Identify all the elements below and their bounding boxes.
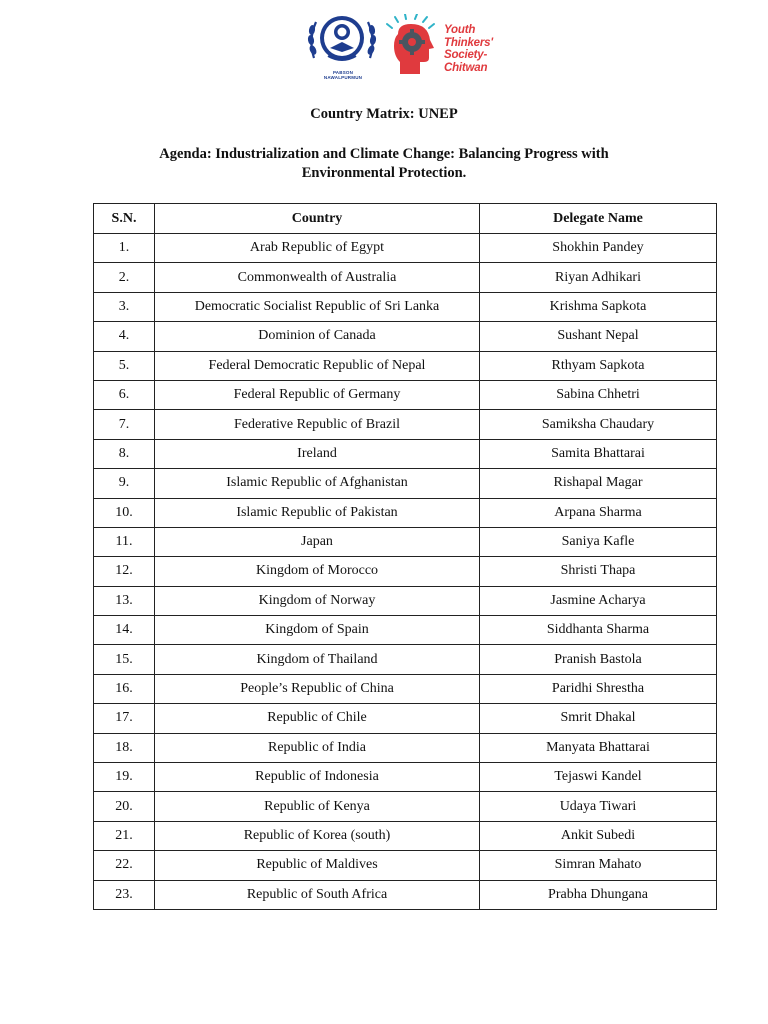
- cell-delegate: Rishapal Magar: [480, 469, 717, 498]
- table-row: [94, 851, 717, 880]
- cell-country: Democratic Socialist Republic of Sri Lanka: [155, 292, 480, 321]
- cell-sn: 1.: [94, 234, 155, 263]
- table-row: [94, 704, 717, 733]
- table-row: [94, 410, 717, 439]
- table-row: [94, 645, 717, 674]
- cell-sn: 19.: [94, 763, 155, 792]
- cell-sn: 12.: [94, 557, 155, 586]
- cell-sn: 7.: [94, 410, 155, 439]
- table-row: [94, 380, 717, 409]
- table-row: [94, 821, 717, 850]
- cell-delegate: Samita Bhattarai: [480, 439, 717, 468]
- cell-sn: 15.: [94, 645, 155, 674]
- cell-sn: 2.: [94, 263, 155, 292]
- column-header-country: Country: [155, 204, 480, 234]
- cell-sn: 21.: [94, 821, 155, 850]
- table-row: [94, 880, 717, 909]
- table-row: [94, 557, 717, 586]
- cell-country: Commonwealth of Australia: [155, 263, 480, 292]
- table-row: [94, 439, 717, 468]
- cell-country: Islamic Republic of Pakistan: [155, 498, 480, 527]
- cell-delegate: Sushant Nepal: [480, 322, 717, 351]
- head-gear-icon: [384, 14, 444, 78]
- cell-country: Republic of Chile: [155, 704, 480, 733]
- cell-delegate: Tejaswi Kandel: [480, 763, 717, 792]
- cell-sn: 16.: [94, 674, 155, 703]
- cell-delegate: Sabina Chhetri: [480, 380, 717, 409]
- cell-delegate: Shristi Thapa: [480, 557, 717, 586]
- cell-sn: 22.: [94, 851, 155, 880]
- cell-country: Japan: [155, 527, 480, 556]
- table-row: [94, 616, 717, 645]
- cell-country: Kingdom of Norway: [155, 586, 480, 615]
- cell-sn: 6.: [94, 380, 155, 409]
- column-header-delegate: Delegate Name: [480, 204, 717, 234]
- table-row: [94, 674, 717, 703]
- logo-header: [0, 12, 768, 84]
- column-header-sn: S.N.: [94, 204, 155, 234]
- cell-country: Republic of Kenya: [155, 792, 480, 821]
- cell-delegate: Prabha Dhungana: [480, 880, 717, 909]
- cell-sn: 17.: [94, 704, 155, 733]
- cell-sn: 23.: [94, 880, 155, 909]
- cell-country: Federative Republic of Brazil: [155, 410, 480, 439]
- cell-country: Kingdom of Thailand: [155, 645, 480, 674]
- cell-delegate: Samiksha Chaudary: [480, 410, 717, 439]
- agenda-line-1: Agenda: Industrialization and Climate Change: Balancing Progress with: [159, 146, 609, 162]
- table-row: [94, 351, 717, 380]
- cell-sn: 9.: [94, 469, 155, 498]
- cell-delegate: Paridhi Shrestha: [480, 674, 717, 703]
- cell-delegate: Jasmine Acharya: [480, 586, 717, 615]
- cell-delegate: Pranish Bastola: [480, 645, 717, 674]
- cell-country: Kingdom of Spain: [155, 616, 480, 645]
- cell-sn: 14.: [94, 616, 155, 645]
- cell-country: Islamic Republic of Afghanistan: [155, 469, 480, 498]
- cell-country: Republic of Korea (south): [155, 821, 480, 850]
- cell-country: Federal Republic of Germany: [155, 380, 480, 409]
- table-row: [94, 527, 717, 556]
- cell-delegate: Udaya Tiwari: [480, 792, 717, 821]
- cell-country: Republic of Indonesia: [155, 763, 480, 792]
- table-row: [94, 586, 717, 615]
- document-title: Country Matrix: UNEP: [310, 106, 458, 122]
- cell-delegate: Krishma Sapkota: [480, 292, 717, 321]
- cell-sn: 10.: [94, 498, 155, 527]
- table-row: [94, 322, 717, 351]
- table-row: [94, 234, 717, 263]
- agenda-heading: [0, 145, 768, 183]
- cell-sn: 13.: [94, 586, 155, 615]
- cell-sn: 4.: [94, 322, 155, 351]
- youth-thinkers-logo-text: [444, 24, 493, 74]
- logo-text-line: Chitwan: [444, 61, 488, 74]
- table-row: [94, 263, 717, 292]
- cell-sn: 3.: [94, 292, 155, 321]
- logo-text-line: Society-: [444, 49, 488, 61]
- cell-delegate: Simran Mahato: [480, 851, 717, 880]
- cell-delegate: Manyata Bhattarai: [480, 733, 717, 762]
- cell-country: Dominion of Canada: [155, 322, 480, 351]
- table-row: [94, 469, 717, 498]
- country-matrix-table: [93, 203, 717, 910]
- table-row: [94, 498, 717, 527]
- cell-sn: 11.: [94, 527, 155, 556]
- cell-delegate: Saniya Kafle: [480, 527, 717, 556]
- cell-delegate: Riyan Adhikari: [480, 263, 717, 292]
- cell-delegate: Rthyam Sapkota: [480, 351, 717, 380]
- cell-delegate: Arpana Sharma: [480, 498, 717, 527]
- cell-sn: 20.: [94, 792, 155, 821]
- cell-sn: 18.: [94, 733, 155, 762]
- cell-delegate: Smrit Dhakal: [480, 704, 717, 733]
- cell-delegate: Siddhanta Sharma: [480, 616, 717, 645]
- cell-country: Federal Democratic Republic of Nepal: [155, 351, 480, 380]
- cell-delegate: Shokhin Pandey: [480, 234, 717, 263]
- cell-sn: 5.: [94, 351, 155, 380]
- table-row: [94, 763, 717, 792]
- table-row: [94, 292, 717, 321]
- table-header-row: [94, 204, 717, 234]
- table-row: [94, 733, 717, 762]
- cell-country: Kingdom of Morocco: [155, 557, 480, 586]
- cell-country: Republic of India: [155, 733, 480, 762]
- cell-country: Republic of Maldives: [155, 851, 480, 880]
- left-logo-caption: PABSON NAWALPURMUN: [323, 70, 363, 80]
- table-row: [94, 792, 717, 821]
- logo-text-line: Youth: [444, 24, 476, 36]
- agenda-line-2: Environmental Protection.: [301, 165, 467, 181]
- cell-country: Ireland: [155, 439, 480, 468]
- cell-sn: 8.: [94, 439, 155, 468]
- cell-country: People’s Republic of China: [155, 674, 480, 703]
- cell-delegate: Ankit Subedi: [480, 821, 717, 850]
- cell-country: Arab Republic of Egypt: [155, 234, 480, 263]
- logo-text-line: Thinkers': [444, 36, 493, 49]
- cell-country: Republic of South Africa: [155, 880, 480, 909]
